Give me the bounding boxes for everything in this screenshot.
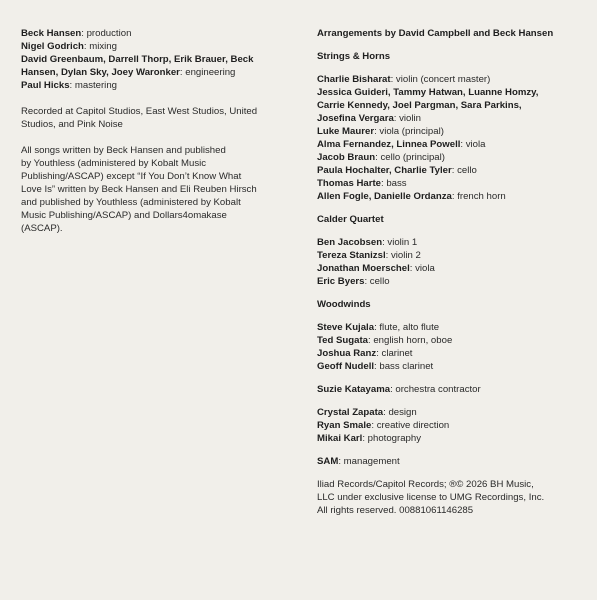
list-item: Steve Kujala: flute, alto flute — [317, 322, 440, 333]
credit-line: Beck Hansen: production — [21, 28, 132, 39]
list-item: Ted Sugata: english horn, oboe — [317, 335, 453, 346]
credit-line: David Greenbaum, Darrell Thorp, Erik Brauer, Beck — [21, 54, 254, 65]
list-item: Paula Hochalter, Charlie Tyler: cello — [317, 165, 477, 176]
strings-list — [317, 73, 585, 203]
credit-line: Nigel Godrich: mixing — [21, 41, 117, 52]
list-item: Carrie Kennedy, Joel Pargman, Sara Parkins, — [317, 100, 522, 111]
list-item: Eric Byers: cello — [317, 276, 390, 287]
woodwinds-heading: Woodwinds — [317, 299, 371, 310]
list-item: Alma Fernandez, Linnea Powell: viola — [317, 139, 486, 150]
design-list — [317, 406, 585, 445]
publishing-note: All songs written by Beck Hansen and published by Youthless (administered by Kobalt Music Publishing/ASCAP) except “If You Don’t Know What Love Is” written by Beck Hansen and Eli Reuben Hirsch and published by Youthless (administered by Kobalt Music Publishing/ASCAP) and Dollars4omakase (ASCAP). — [21, 145, 257, 234]
list-item: Jacob Braun: cello (principal) — [317, 152, 445, 163]
management-credit: SAM: management — [317, 456, 400, 467]
legal-note: Iliad Records/Capitol Records; ®© 2026 BH Music, LLC under exclusive license to UMG Recordings, Inc. All rights reserved. 00881061146285 — [317, 479, 545, 516]
strings-heading: Strings & Horns — [317, 51, 391, 62]
list-item: Mikai Karl: photography — [317, 433, 422, 444]
arrangements-heading: Arrangements by David Campbell and Beck Hansen — [317, 28, 554, 39]
list-item: Luke Maurer: viola (principal) — [317, 126, 444, 137]
list-item: Ben Jacobsen: violin 1 — [317, 237, 418, 248]
list-item: Ryan Smale: creative direction — [317, 420, 450, 431]
contractor-credit: Suzie Katayama: orchestra contractor — [317, 384, 481, 395]
list-item: Josefina Vergara: violin — [317, 113, 421, 124]
list-item: Allen Fogle, Danielle Ordanza: french horn — [317, 191, 506, 202]
calder-heading: Calder Quartet — [317, 214, 384, 225]
right-column — [317, 27, 585, 517]
list-item: Jonathan Moerschel: viola — [317, 263, 435, 274]
list-item: Thomas Harte: bass — [317, 178, 407, 189]
list-item: Jessica Guideri, Tammy Hatwan, Luanne Homzy, — [317, 87, 539, 98]
list-item: Geoff Nudell: bass clarinet — [317, 361, 434, 372]
credit-line: Hansen, Dylan Sky, Joey Waronker: engineering — [21, 67, 236, 78]
credit-line: Paul Hicks: mastering — [21, 80, 117, 91]
woodwinds-list — [317, 321, 585, 373]
left-column — [21, 27, 286, 235]
list-item: Charlie Bisharat: violin (concert master) — [317, 74, 491, 85]
list-item: Crystal Zapata: design — [317, 407, 417, 418]
list-item: Joshua Ranz: clarinet — [317, 348, 413, 359]
calder-list — [317, 236, 585, 288]
recorded-note: Recorded at Capitol Studios, East West Studios, United Studios, and Pink Noise — [21, 106, 258, 130]
list-item: Tereza Stanizsl: violin 2 — [317, 250, 421, 261]
